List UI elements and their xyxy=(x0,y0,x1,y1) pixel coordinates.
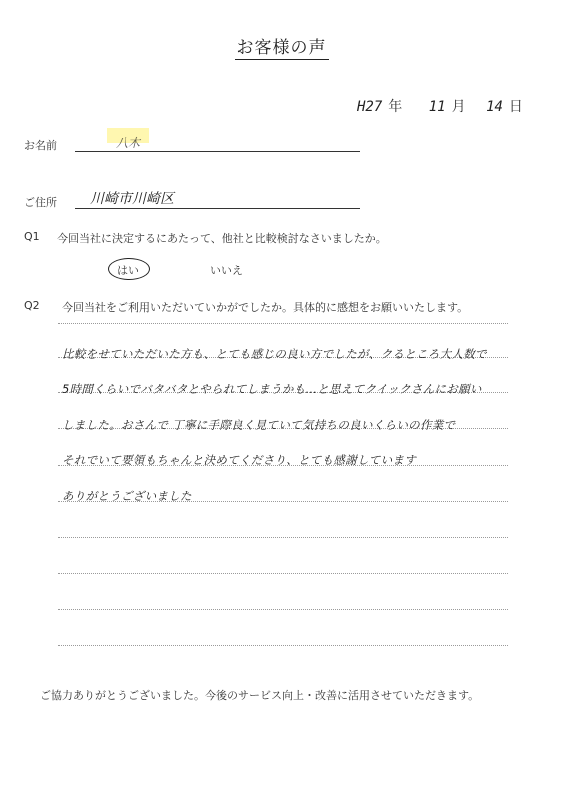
writing-line xyxy=(58,645,508,646)
name-value: 八木 xyxy=(116,136,141,150)
q1-question: 今回当社に決定するにあたって、他社と比較検討なさいましたか。 xyxy=(57,232,387,245)
date-month: 11 xyxy=(428,99,446,115)
answer-line-4: それでいて要領もちゃんと決めてくださり、とても感謝しています xyxy=(62,453,416,467)
address-value: 川崎市川崎区 xyxy=(90,191,174,207)
q2-question: 今回当社をご利用いただいていかがでしたか。具体的に感想をお願いいたします。 xyxy=(62,301,469,314)
answer-line-3: しました。おさんで 丁寧に手際良く見ていて気持ちの良いくらいの作業で xyxy=(62,418,456,432)
answer-line-5: ありがとうございました xyxy=(62,489,192,503)
answer-line-2: 5時間くらいでバタバタとやられてしまうかも…と思えてクイックさんにお願い xyxy=(62,382,482,396)
q1-number: Q1 xyxy=(24,230,40,243)
q1-option-no: いいえ xyxy=(210,264,243,277)
date-day: 14 xyxy=(486,99,503,115)
writing-line xyxy=(58,537,508,538)
address-underline xyxy=(75,208,360,209)
q2-number: Q2 xyxy=(24,299,40,312)
writing-line xyxy=(58,573,508,574)
date-field xyxy=(355,96,523,116)
address-label: ご住所 xyxy=(24,196,57,209)
date-month-label: 月 xyxy=(451,99,466,115)
date-year-label: 年 xyxy=(388,99,403,115)
name-underline xyxy=(75,151,360,152)
answer-line-1: 比較をせていただいた方も、とても感じの良い方でしたが、クるところ大人数で xyxy=(62,347,487,361)
page-title: お客様の声 xyxy=(236,38,327,58)
writing-line xyxy=(58,323,508,324)
date-era-year: H27 xyxy=(357,99,383,115)
footer-note: ご協力ありがとうございました。今後のサービス向上・改善に活用させていただきます。 xyxy=(40,689,480,702)
name-label: お名前 xyxy=(24,139,57,152)
date-day-label: 日 xyxy=(508,99,523,115)
q1-option-yes: はい xyxy=(117,264,139,277)
writing-line xyxy=(58,609,508,610)
